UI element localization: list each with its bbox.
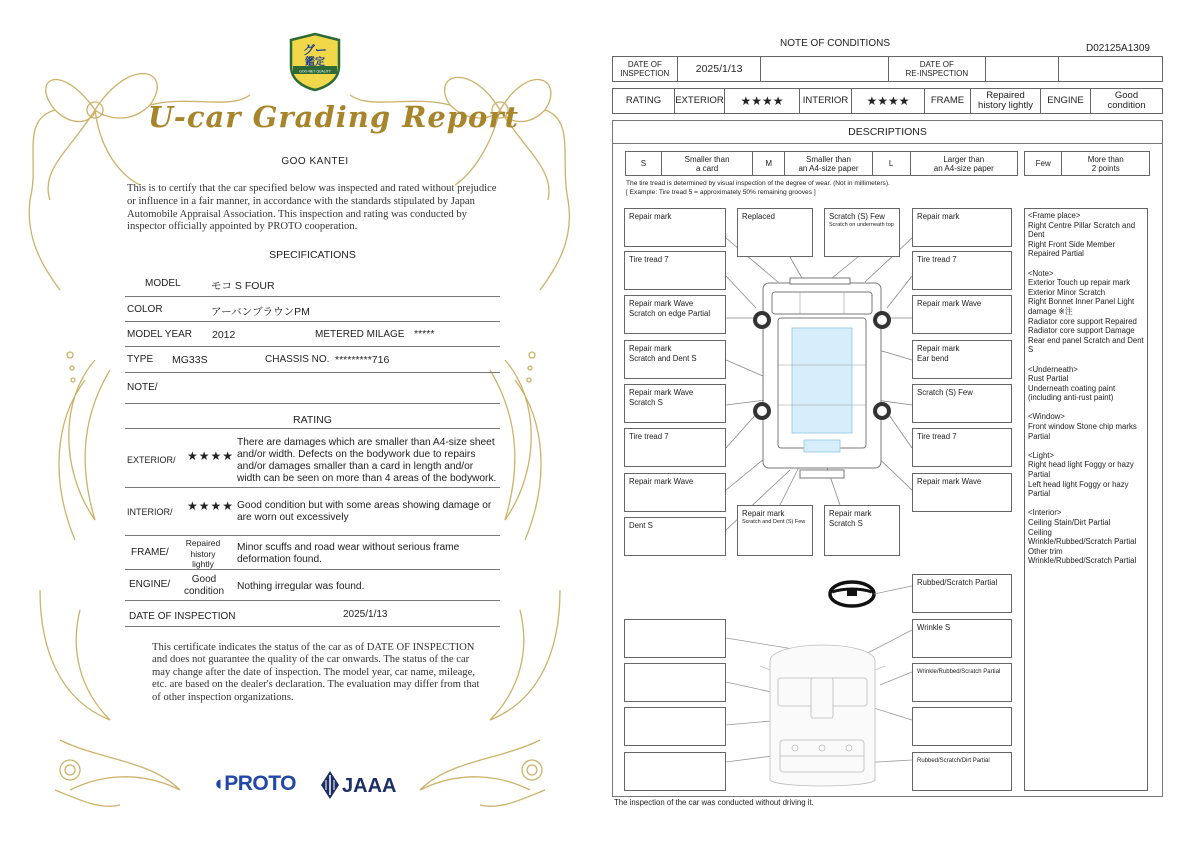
badge-main-text: 鑑定 [305,57,325,68]
damage-box-tire-rear-right [912,428,1012,467]
metered-milage-value: ***** [414,328,435,340]
legend-m-desc-line-2: an A4-size paper [798,163,859,173]
legend-few-code: Few [1025,152,1062,175]
interior-box-blank-2 [624,663,726,702]
date-of-inspection-value: 2025/1/13 [678,57,762,81]
damage-box-rear-bumper [824,505,900,556]
model-year-value: 2012 [212,329,236,341]
badge-top-text: グー [302,43,328,57]
exterior-label: EXTERIOR [675,89,725,113]
jaaa-mark-icon [320,770,340,800]
interior-box-steering [912,574,1012,613]
model-year-label: MODEL YEAR [127,329,193,340]
legend-s-desc [662,152,754,175]
frame-value [181,538,225,570]
tire-note-line-2: [ Example: Tire tread 5 = approximately 50% remaining grooves ] [626,188,816,196]
damage-box-bonnet [824,208,900,257]
date-label-line-2: INSPECTION [620,69,670,78]
damage-box-left-front-door [624,340,726,379]
legend-few-desc [1062,152,1149,175]
box-text: Rubbed/Scratch/Dirt Partial [917,758,990,764]
box-text: Repair mark [629,344,672,353]
rating-title: RATING [293,414,332,426]
notes-line: Rust Partial [1028,374,1069,384]
steering-wheel-icon [830,582,874,606]
notes-line: Wrinkle/Rubbed/Scratch Partial [1028,537,1137,547]
notes-line: Wrinkle/Rubbed/Scratch Partial [1028,556,1137,566]
metered-milage-label: METERED MILAGE [315,329,405,340]
engine-value-line-1: Good [191,574,217,585]
spec-note-row [125,373,500,404]
damage-box-tire-rear-left [624,428,726,467]
box-text: Repair mark [917,344,960,353]
conditions-title: NOTE OF CONDITIONS [780,38,890,49]
engine-value [1091,89,1162,113]
descriptions-title: DESCRIPTIONS [612,120,1163,144]
footer-logos [212,770,412,800]
re-inspection-value [986,57,1060,81]
frame-value-line-2: history lightly [978,100,1033,111]
interior-box-rear-seat [912,752,1012,791]
certify-text: This is to certify that the car specified below was inspected and rated without prejudice or influence in a fair manner, in accordance with the standards stipulated by Japan Automobile Appraisal Association. This inspection and rating was conducted by inspector officially appointed by PROTO cooperation. [127,183,497,233]
tire-tread-note [626,180,890,197]
date-of-inspection-label [613,57,678,81]
notes-section-heading: <Window> [1028,412,1065,422]
notes-line: Ceiling Stain/Dirt Partial [1028,518,1111,527]
interior-stars: ★★★★ [187,499,235,513]
notes-section-heading: <Interior> [1028,508,1062,518]
spec-model-year-row [125,322,500,347]
box-text: Wrinkle S [917,623,951,632]
re-inspection-blank-cell [1059,57,1162,81]
notes-section-heading: <Frame place> [1028,211,1081,220]
specifications-title: SPECIFICATIONS [269,249,356,261]
color-value: アーバンブラウンPM [211,306,310,318]
box-text: Scratch S [629,398,663,407]
notes-spacer [1028,355,1144,365]
damage-box-left-quarter [624,473,726,512]
report-title: U-car Grading Report [148,100,520,134]
notes-line: Other trim [1028,546,1063,556]
notes-line: Radiator core support Damage [1028,326,1135,336]
exterior-stars: ★★★★ [725,89,800,113]
badge-ribbon-text: GOO-NET QUALITY [299,69,331,74]
exterior-label: EXTERIOR/ [127,455,176,465]
engine-value [177,574,231,598]
interior-box-ceiling [912,619,1012,658]
notes-line: Exterior Minor Scratch [1028,287,1106,297]
box-text: Repair mark Wave [917,299,982,308]
engine-desc: Nothing irregular was found. [237,581,365,592]
notes-line: Left head light Foggy or hazy Partial [1028,479,1129,499]
closing-text: This certificate indicates the status of the car as of DATE OF INSPECTION and does not guarantee the quality of the car onwards. The status of the car may change after the date of inspection. The model year, car name, mileage, etc. are based on the dealer's declaration. The evaluation may differ from that of other inspection organizations. [152,642,480,703]
damage-box-rear-door [737,505,813,556]
model-label: MODEL [145,278,181,289]
damage-box-right-rear-door [912,384,1012,423]
notes-line: Exterior Touch up repair mark [1028,278,1131,288]
proto-logo [212,772,296,796]
exterior-stars: ★★★★ [187,449,235,463]
engine-value-line-2: condition [1107,100,1146,111]
chassis-label: CHASSIS NO. [265,354,330,365]
notes-spacer [1028,403,1144,413]
frame-label: FRAME [925,89,971,113]
legend-few-desc-line-1: More than [1087,154,1124,164]
frame-value-line-1: Repaired [986,89,1025,101]
box-text: Wrinkle/Rubbed/Scratch Partial [917,669,1001,675]
chassis-value: *********716 [335,354,390,366]
box-text: Replaced [742,212,775,221]
damage-size-legend [625,151,1018,176]
box-text: Repair mark [742,509,785,518]
box-text: Repair mark [917,212,960,221]
engine-value-line-2: condition [183,586,225,597]
damage-box-tire-front-left [624,251,726,290]
document-id: D02125A1309 [1086,43,1150,54]
notes-line: Right Centre Pillar Scratch and Dent [1028,220,1136,240]
damage-box-front-bumper [737,208,813,257]
damage-box-left-rear-door [624,384,726,423]
proto-mark-icon: ◖ [212,772,225,795]
notes-line: Radiator core support Repaired [1028,316,1137,326]
interior-box-blank-3 [624,707,726,746]
interior-box-blank-4 [624,752,726,791]
box-text: Rubbed/Scratch Partial [917,578,998,587]
damage-box-left-fender [624,295,726,334]
box-text: Repair mark [829,509,872,518]
box-subtext: Scratch and Dent (S) Few [742,519,806,525]
legend-s-desc-line-1: Smaller than [684,154,730,164]
notes-spacer [1028,499,1144,509]
type-label: TYPE [127,354,154,365]
inspection-footer-note: The inspection of the car was conducted without driving it. [614,798,814,807]
box-text: Repair mark Wave [629,388,694,397]
proto-logo-text: PROTO [224,772,296,795]
inspection-date-table [612,56,1163,82]
damage-box-right-quarter [912,473,1012,512]
box-text: Scratch (S) Few [829,212,885,221]
type-value: MG33S [172,354,208,366]
box-text: Repair mark [629,212,672,221]
frame-desc: Minor scuffs and road wear without serious frame deformation found. [237,542,460,565]
frame-value-line-2: history [190,548,216,559]
date-of-inspection-label: DATE OF INSPECTION [129,611,236,622]
model-value: モコ S FOUR [211,280,275,292]
date-of-inspection-row [125,601,500,627]
date-blank-cell [761,57,889,81]
box-text: Scratch on edge Partial [629,309,711,318]
condition-notes-list [1024,208,1148,791]
spec-model-row [125,270,500,297]
rating-interior-row [125,488,500,536]
legend-l-desc [911,152,1017,175]
damage-box-tire-front-right [912,251,1012,290]
legend-l-desc-line-1: Larger than [943,154,985,164]
box-text: Scratch and Dent S [629,354,697,363]
legend-s-desc-line-2: a card [695,163,719,173]
notes-line: Front window Stone chip marks Partial [1028,422,1137,441]
color-label: COLOR [127,304,163,315]
interior-label: INTERIOR/ [127,507,173,517]
note-label: NOTE/ [127,382,158,393]
frame-label: FRAME/ [131,547,169,558]
notes-line: Underneath coating paint (including anti-rust paint) [1028,383,1116,403]
notes-section-heading: <Light> [1028,450,1055,460]
damage-box-rear-left [624,517,726,556]
interior-box-blank-5 [912,707,1012,746]
engine-value-line-1: Good [1114,89,1139,101]
date-label-line-1: DATE OF [627,60,662,69]
notes-section-heading: <Underneath> [1028,364,1078,374]
date-of-inspection-value: 2025/1/13 [343,609,388,620]
rating-top-rule [125,428,500,429]
notes-line: Ceiling [1028,527,1052,537]
legend-s-code: S [626,152,662,175]
interior-box-trim [912,663,1012,702]
box-text: Scratch (S) Few [917,388,973,397]
spec-color-row [125,297,500,322]
legend-few-desc-line-2: 2 points [1091,163,1120,173]
frame-value-line-3: lightly [192,559,214,569]
few-legend [1024,151,1150,176]
notes-section-heading: <Note> [1028,268,1054,278]
rating-table [612,88,1163,114]
legend-m-desc-line-1: Smaller than [806,154,851,164]
box-text: Repair mark Wave [917,477,982,486]
box-text: Dent S [629,521,653,530]
reinspection-label-line-1: DATE OF [919,60,954,69]
rating-exterior-row [125,430,500,488]
damage-box-front-right [912,208,1012,247]
legend-l-code: L [873,152,911,175]
box-text: Tire tread 7 [629,432,669,441]
notes-line: Right Bonnet Inner Panel Light damage ※注 [1028,297,1135,316]
interior-label: INTERIOR [800,89,852,113]
notes-line: Rear end panel Scratch and Dent S [1028,335,1144,355]
note-of-conditions-sheet [600,0,1200,848]
reinspection-label-line-2: RE-INSPECTION [905,69,969,78]
jaaa-logo-text: JAAA [342,775,397,797]
legend-l-desc-line-2: an A4-size paper [933,163,994,173]
legend-m-code: M [753,152,785,175]
rating-label: RATING [613,89,675,113]
notes-spacer [1028,441,1144,451]
tire-note-line-1: The tire tread is determined by visual inspection of the degree of wear. (Not in millimeters). [626,180,890,187]
engine-label: ENGINE [1041,89,1091,113]
box-text: Scratch S [829,519,863,528]
notes-spacer [1028,259,1144,269]
damage-box-right-fender [912,295,1012,334]
notes-line: Right head light Foggy or hazy Partial [1028,460,1134,480]
spec-type-row [125,347,500,373]
frame-value-line-1: Repaired [185,538,221,548]
rating-engine-row [125,570,500,601]
goo-kantei-badge-icon [287,32,343,92]
damage-box-right-front-door [912,340,1012,379]
interior-box-blank-1 [624,619,726,658]
box-text: Ear bend [917,354,949,363]
box-text: Repair mark Wave [629,299,694,308]
exterior-desc: There are damages which are smaller than A4-size sheet and/or width. Defects on the bodywork due to repairs and/or damages smaller than a card in length and/or width can be seen on more than 4 areas of the bodywork. [237,437,497,484]
report-subtitle: GOO KANTEI [281,156,349,167]
box-text: Repair mark Wave [629,477,694,486]
frame-value [971,89,1041,113]
box-text: Tire tread 7 [917,432,957,441]
rating-frame-row [125,536,500,570]
interior-stars: ★★★★ [852,89,925,113]
interior-desc: Good condition but with some areas showing damage or are worn out excessively [237,500,492,523]
damage-box-front-left [624,208,726,247]
box-text: Tire tread 7 [917,255,957,264]
box-subtext: Scratch on underneath top [829,222,894,228]
engine-label: ENGINE/ [129,579,171,590]
re-inspection-label [889,57,986,81]
box-text: Tire tread 7 [629,255,669,264]
legend-m-desc [785,152,873,175]
notes-line: Right Front Side Member Repaired Partial [1028,239,1116,259]
